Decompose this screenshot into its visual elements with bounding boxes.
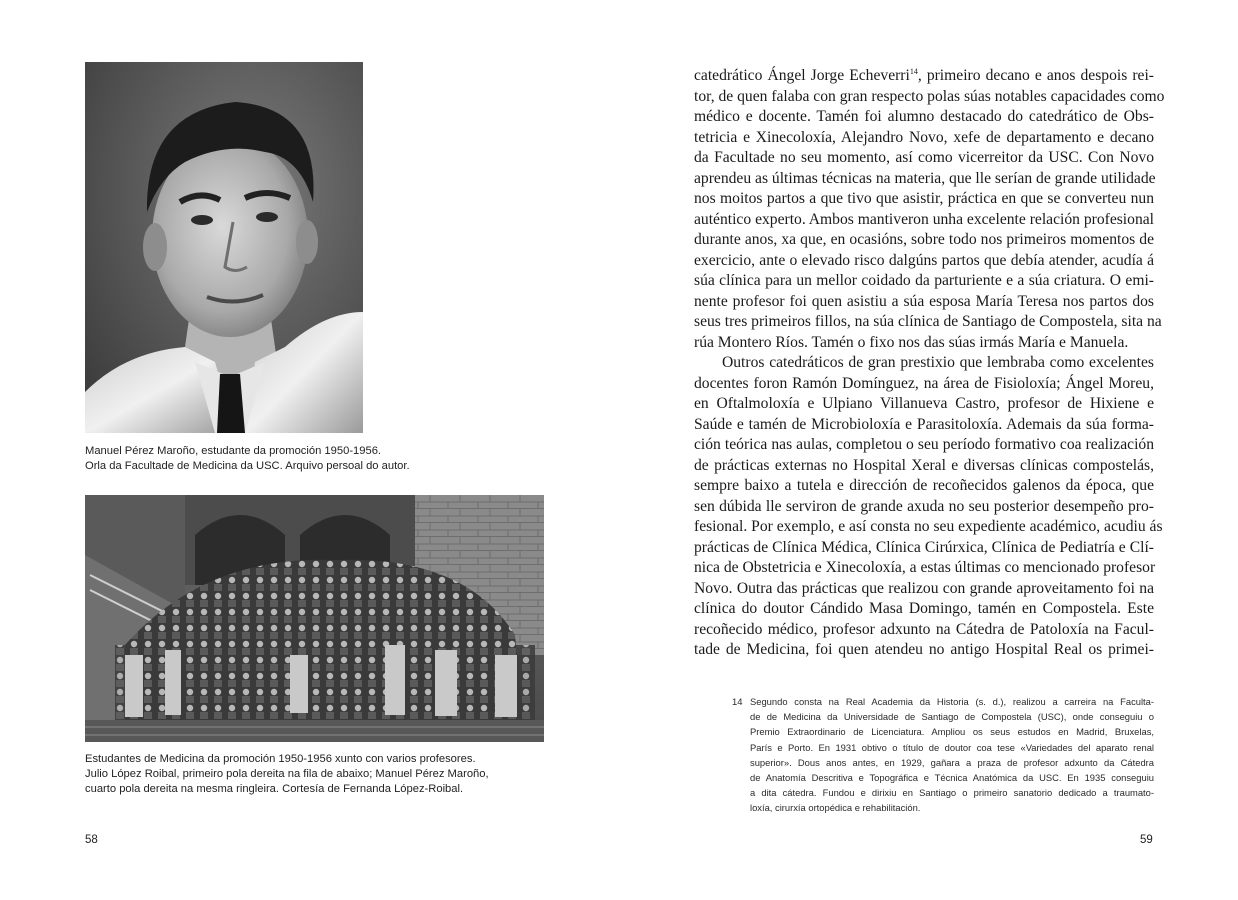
footnote-number: 14 [732, 696, 743, 707]
footnote-line: superior». Dous anos antes, en 1929, gañara a praza de profesor adxunto da Cátedra [750, 756, 1154, 768]
footnote-text [750, 694, 1154, 816]
body-line: nente profesor foi quen asistiu a súa esposa María Teresa nos partos dos [694, 292, 1154, 310]
body-line-1-start: catedrático Ángel Jorge Echeverri [694, 67, 910, 84]
body-line: en Oftalmoloxía e Ulpiano Villanueva Castro, profesor de Hixiene e [694, 395, 1154, 412]
body-line-1-end: , primeiro decano e anos despois rei- [917, 67, 1154, 84]
body-line: Outros catedráticos de gran prestixio que lembraba como excelentes [722, 354, 1154, 371]
body-line: durante anos, xa que, en ocasións, sobre todo nos primeiros momentos de [694, 231, 1154, 248]
group-caption [85, 752, 489, 797]
body-line: tor, de quen falaba con gran respecto polas súas notables capacidades como [694, 87, 1165, 105]
footnote-line: loxía, cirurxía ortopédica e rehabilitación. [750, 802, 921, 814]
body-line: tade de Medicina, foi quen atendeu no antigo Hospital Real os primei- [694, 641, 1154, 658]
body-line: rúa Montero Ríos. Tamén o fixo nos das súas irmás María e Manuela. [694, 333, 1129, 351]
body-line: seus tres primeiros fillos, na súa clínica de Santiago de Compostela, sita na [694, 313, 1162, 330]
page-number-right: 59 [1140, 834, 1153, 846]
footnote-reference: 14 [909, 67, 918, 76]
body-line: da Facultade no seu momento, así como vicerreitor da USC. Con Novo [694, 149, 1154, 166]
body-line: fesional. Por exemplo, e así consta no seu expediente académico, acudiu ás [694, 518, 1163, 535]
body-line: sempre baixo a tutela e dirección de recoñecidos galenos da época, que [694, 477, 1154, 494]
body-line: súa clínica para un mellor coidado da parturiente e a súa criatura. O emi- [694, 272, 1154, 289]
footnote-line: de de Medicina da Universidade de Santiago de Compostela (USC), onde conseguiu o [750, 711, 1154, 723]
footnote-line: París e Porto. En 1931 obtivo o título de doutor coa tese «Variedades del aparato renal [750, 741, 1154, 753]
body-line: médico e docente. Tamén foi alumno destacado do catedrático de Obs- [694, 108, 1154, 125]
portrait-caption-line: Orla da Facultade de Medicina da USC. Arquivo persoal do autor. [85, 460, 410, 472]
footnote-line: Segundo consta na Real Academia da Historia (s. d.), realizou a carreira na Faculta- [750, 696, 1154, 707]
body-line: auténtico experto. Ambos mantiveron unha excelente relación profesional [694, 210, 1154, 228]
portrait-caption [85, 444, 410, 474]
body-line: ción teórica nas aulas, completou o seu período formativo coa realización [694, 436, 1154, 453]
body-line: sen dúbida lle serviron de grande axuda no seu posterior desempeño pro- [694, 497, 1154, 515]
page-number-left: 58 [85, 834, 98, 846]
body-line: Saúde e tamén de Microbioloxía e Parasitoloxía. Ademais da súa forma- [694, 415, 1154, 433]
group-photo-image [85, 495, 544, 742]
body-text [694, 66, 1165, 661]
group-photo [85, 495, 544, 742]
body-line: tetricia e Xinecoloxía, Alejandro Novo, xefe de departamento e decano [694, 128, 1154, 146]
body-line: prácticas de Clínica Médica, Clínica Cirúrxica, Clínica de Pediatría e Clí- [694, 538, 1154, 556]
group-caption-line: Julio López Roibal, primeiro pola dereita na fila de abaixo; Manuel Pérez Maroño, [85, 768, 489, 780]
body-line: de prácticas externas no Hospital Xeral e diversas clínicas compostelás, [694, 456, 1154, 474]
footnote-line: de Anatomía Descritiva e Topográfica e Técnica Anatómica da USC. En 1935 conseguiu [750, 771, 1154, 783]
footnote-line: a dita cátedra. Fundou e dirixiu en Santiago o primeiro sanatorio dedicado a traumato- [750, 787, 1154, 799]
portrait-photo-image [85, 62, 363, 433]
body-line: nos moitos partos a que tivo que asistir, práctica en que se converteu nun [694, 190, 1154, 207]
footnote-line: Premio Extraordinario de Licenciatura. Ampliou os seus estudos en Madrid, Bruxelas, [750, 726, 1154, 738]
portrait-caption-line: Manuel Pérez Maroño, estudante da promoción 1950-1956. [85, 445, 382, 457]
group-caption-line: cuarto pola dereita na mesma ringleira. Cortesía de Fernanda López-Roibal. [85, 783, 464, 795]
body-line: aprendeu as últimas técnicas na materia, que lle serían de grande utilidade [694, 169, 1156, 187]
body-line-1 [694, 66, 1154, 87]
portrait-photo [85, 62, 363, 433]
body-line: docentes foron Ramón Domínguez, na área de Fisioloxía; Ángel Moreu, [694, 374, 1154, 392]
body-line: Novo. Outra das prácticas que realizou con grande aproveitamento foi na [694, 579, 1154, 597]
body-line: exercicio, ante o elevado risco dalgúns partos que debía atender, acudía á [694, 251, 1154, 269]
body-line: clínica do doutor Cándido Masa Domingo, tamén en Compostela. Este [694, 600, 1154, 617]
body-line: nica de Obstetricia e Xinecoloxía, a estas últimas co mencionado profesor [694, 559, 1156, 576]
group-caption-line: Estudantes de Medicina da promoción 1950-1956 xunto con varios profesores. [85, 753, 476, 765]
body-line: recoñecido médico, profesor adxunto na Cátedra de Patoloxía na Facul- [694, 620, 1154, 638]
